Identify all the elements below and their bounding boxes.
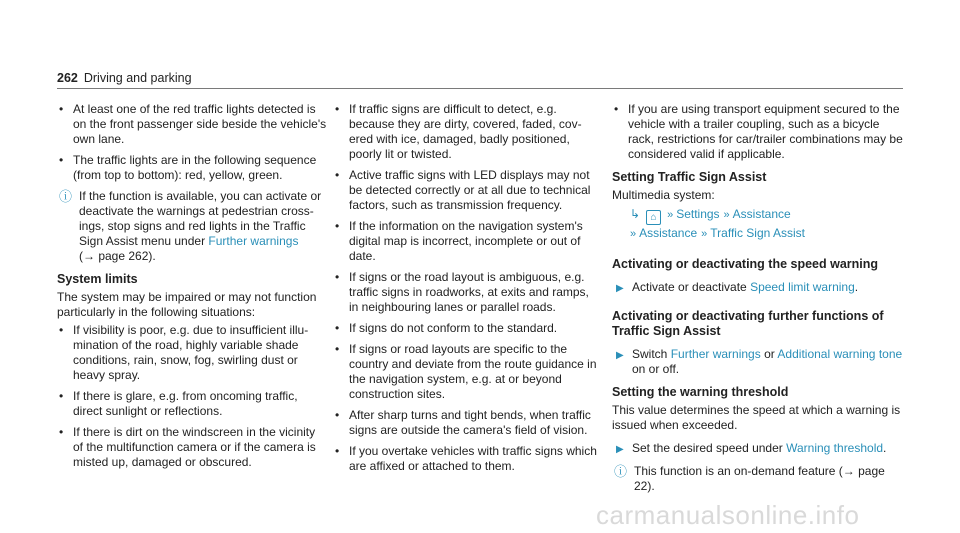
- watermark: carmanualsonline.info: [596, 500, 860, 530]
- note-text: If the function is available, you can activate or deactivate the warnings at pedestrian crossings, stop signs and red lights in the Traffic Sign Assist menu under: [79, 189, 322, 248]
- further-functions-step: [612, 347, 904, 377]
- step-triangle-icon: ▶: [616, 283, 624, 294]
- settings-menu-link[interactable]: Settings: [676, 207, 720, 221]
- list-item: • Active traffic signs with LED displays may not be detected correctly or at all due to technical factors, such as transmission frequency.: [333, 168, 601, 213]
- further-warnings-link[interactable]: Further warnings: [208, 234, 299, 248]
- setting-tsa-heading: Setting Traffic Sign Assist: [612, 170, 767, 184]
- further-functions-heading: Activating or deactivating further functions of Traffic Sign Assist: [612, 309, 884, 338]
- further-warnings-option[interactable]: Further warnings: [670, 347, 761, 361]
- step-text: Set the desired speed under: [632, 441, 787, 455]
- list-item: • If the information on the navigation system's digital map is incorrect, incomplete or out of date.: [333, 219, 601, 264]
- section-title: Driving and parking: [83, 71, 192, 85]
- list-item: • After sharp turns and tight bends, when traffic signs are outside the camera's field of vision.: [333, 408, 601, 438]
- multimedia-label: Multimedia system:: [612, 188, 715, 202]
- system-limits-list-continued: [333, 102, 601, 474]
- info-note: [57, 189, 327, 264]
- step-text: Switch: [632, 347, 671, 361]
- warning-threshold-option[interactable]: Warning threshold: [786, 441, 884, 455]
- list-item: • If visibility is poor, e.g. due to insufficient illumination of the road, highly variable shade conditions, rain, snow, fog, swirling dust or heavy spray.: [57, 323, 327, 383]
- list-item: • If signs or the road layout is ambiguous, e.g. traffic signs in roadworks, at exits and ramps, in neighbouring lanes or parallel roads.: [333, 270, 601, 315]
- assistance-menu-link[interactable]: Assistance: [732, 207, 791, 221]
- list-item: • The traffic lights are in the following sequence (from top to bottom): red, yellow, green.: [57, 153, 327, 183]
- step-text-end: .: [883, 441, 887, 455]
- step-text-end: on or off.: [632, 362, 680, 376]
- list-item: • At least one of the red traffic lights detected is on the front passenger side beside the vehicle's own lane.: [57, 102, 327, 147]
- trailer-condition-list: [612, 102, 904, 162]
- step-triangle-icon: ▶: [616, 444, 624, 455]
- home-icon[interactable]: ⌂: [646, 210, 661, 225]
- note-text: This function is an on-demand feature (→ page 22).: [634, 464, 885, 493]
- page-reference[interactable]: (→ page 262).: [79, 249, 156, 263]
- list-item: • If there is dirt on the windscreen in the vicinity of the multifunction camera or if the camera is misted up, damaged or obscured.: [57, 425, 327, 470]
- list-item: • If you overtake vehicles with traffic signs which are affixed or attached to them.: [333, 444, 601, 474]
- page-header: [57, 71, 192, 85]
- header-divider: [57, 88, 903, 89]
- additional-warning-tone-option[interactable]: Additional warning tone: [777, 347, 903, 361]
- system-limits-intro: The system may be impaired or may not function particularly in the following situations:: [57, 290, 317, 319]
- speed-warning-heading: Activating or deactivating the speed warning: [612, 257, 879, 271]
- chevron-icon: »: [630, 228, 637, 240]
- menu-path: [612, 206, 904, 243]
- traffic-sign-assist-link[interactable]: Traffic Sign Assist: [710, 226, 805, 240]
- on-demand-note: [612, 464, 904, 494]
- chevron-icon: »: [667, 209, 674, 221]
- traffic-light-conditions: [57, 102, 327, 183]
- list-item: • If signs or road layouts are specific to the country and deviate from the route guidance in the navigation system, e.g. at or beyond construction sites.: [333, 342, 601, 402]
- chevron-icon: »: [701, 228, 708, 240]
- column-2: [333, 102, 601, 480]
- speed-limit-warning-option[interactable]: Speed limit warning: [750, 280, 855, 294]
- warning-threshold-step: [612, 441, 904, 456]
- column-1: [57, 102, 327, 476]
- system-limits-list: [57, 323, 327, 470]
- list-item: • If traffic signs are difficult to detect, e.g. because they are dirty, covered, faded, covered with ice, damaged, badly positioned, poorly lit or twisted.: [333, 102, 601, 162]
- list-item: • If signs do not conform to the standard.: [333, 321, 601, 336]
- chevron-icon: »: [723, 209, 730, 221]
- warning-threshold-heading: Setting the warning threshold: [612, 385, 789, 399]
- info-icon: ⓘ: [614, 464, 628, 479]
- warning-threshold-text: This value determines the speed at which a warning is issued when exceeded.: [612, 403, 901, 432]
- assistance-submenu-link[interactable]: Assistance: [639, 226, 698, 240]
- speed-warning-step: [612, 280, 904, 295]
- step-text-end: .: [854, 280, 859, 294]
- step-text-mid: or: [760, 347, 778, 361]
- list-item: • If there is glare, e.g. from oncoming traffic, direct sunlight or reflections.: [57, 389, 327, 419]
- step-triangle-icon: ▶: [616, 350, 624, 361]
- column-3: [612, 102, 904, 502]
- system-limits-heading: System limits: [57, 272, 138, 286]
- step-text: Activate or deactivate: [632, 280, 751, 294]
- page-number: 262: [57, 71, 78, 85]
- list-item: • If you are using transport equipment secured to the vehicle with a trailer coupling, such as a bicycle rack, restrictions for car/trailer combinations may be considered valid if applicable.: [612, 102, 904, 162]
- info-icon: ⓘ: [59, 189, 73, 204]
- return-arrow-icon: ↳: [630, 207, 641, 221]
